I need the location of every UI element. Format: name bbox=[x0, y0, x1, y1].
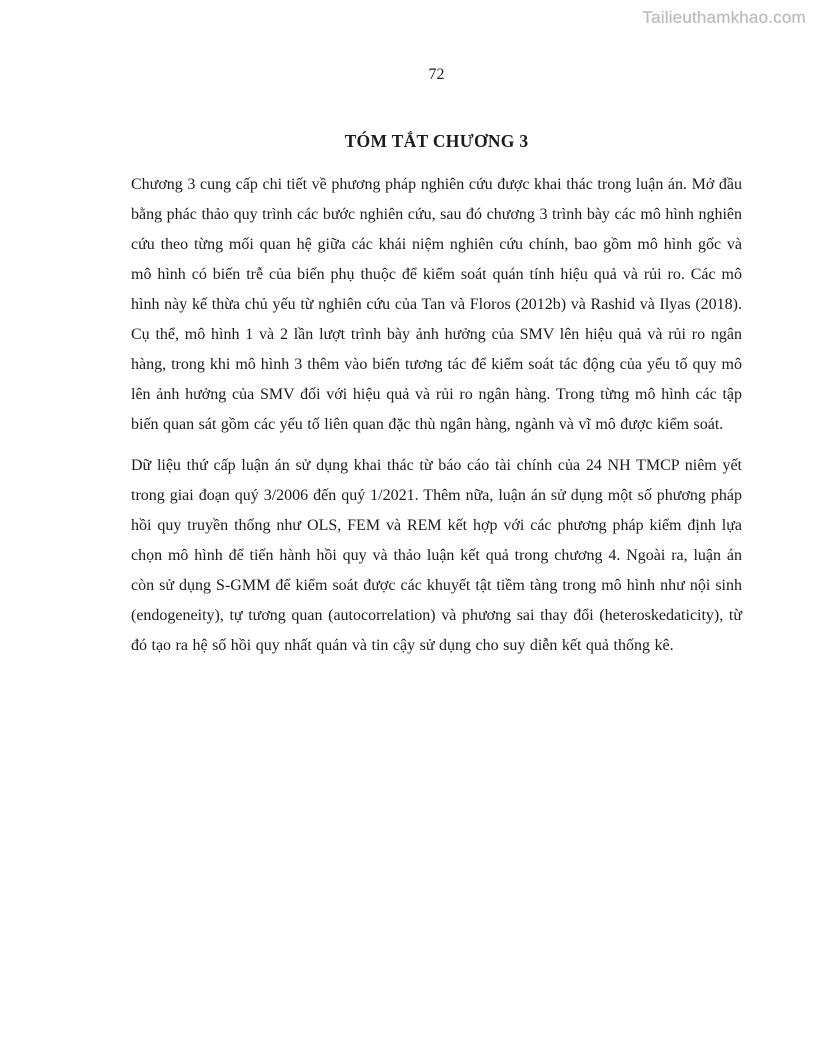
body-text bbox=[131, 170, 742, 672]
watermark: Tailieuthamkhao.com bbox=[642, 8, 806, 27]
paragraph-methodology: Chương 3 cung cấp chi tiết về phương pháp nghiên cứu được khai thác trong luận án. Mở đầu bằng phác thảo quy trình các bước nghiên cứu, sau đó chương 3 trình bày các mô hình nghiên cứu theo từng mối quan hệ giữa các khái niệm nghiên cứu chính, bao gồm mô hình gốc và mô hình có biến trễ của biến phụ thuộc để kiểm soát quán tính hiệu quả và rủi ro. Các mô hình này kế thừa chủ yếu từ nghiên cứu của Tan và Floros (2012b) và Rashid và Ilyas (2018). Cụ thể, mô hình 1 và 2 lần lượt trình bày ảnh hưởng của SMV lên hiệu quả và rủi ro ngân hàng, trong khi mô hình 3 thêm vào biến tương tác để kiểm soát tác động của yếu tố quy mô lên ảnh hưởng của SMV đối với hiệu quả và rủi ro ngân hàng. Trong từng mô hình các tập biến quan sát gồm các yếu tố liên quan đặc thù ngân hàng, ngành và vĩ mô được kiểm soát. bbox=[131, 176, 742, 433]
page-number: 72 bbox=[428, 66, 445, 83]
paragraph-data-methods: Dữ liệu thứ cấp luận án sử dụng khai thác từ báo cáo tài chính của 24 NH TMCP niêm yết trong giai đoạn quý 3/2006 đến quý 1/2021. Thêm nữa, luận án sử dụng một số phương pháp hồi quy truyền thống như OLS, FEM và REM kết hợp với các phương pháp kiểm định lựa chọn mô hình để tiến hành hồi quy và thảo luận kết quả trong chương 4. Ngoài ra, luận án còn sử dụng S-GMM để kiểm soát được các khuyết tật tiềm tàng trong mô hình như nội sinh (endogeneity), tự tương quan (autocorrelation) và phương sai thay đổi (heteroskedaticity), từ đó tạo ra hệ số hồi quy nhất quán và tin cậy sử dụng cho suy diễn kết quả thống kê. bbox=[131, 457, 742, 654]
chapter-summary-title: TÓM TẮT CHƯƠNG 3 bbox=[344, 131, 529, 151]
